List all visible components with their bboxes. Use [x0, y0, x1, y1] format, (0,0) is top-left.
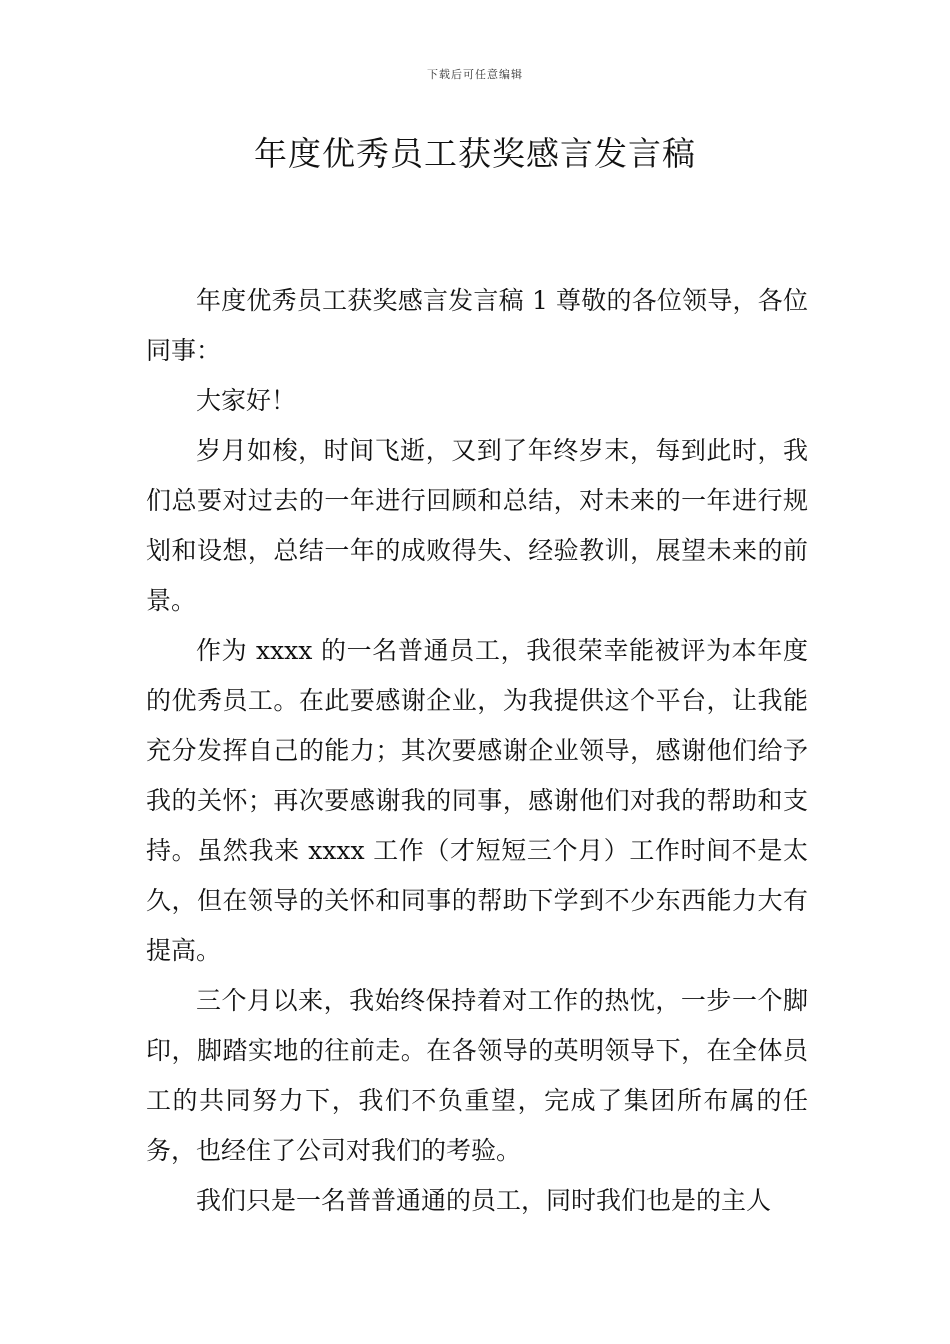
paragraph-hello: 大家好！ — [196, 386, 297, 415]
paragraph-thanks: 作为 xxxx 的一名普通员工，我很荣幸能被评为本年度的优秀员工。在此要感谢企业，为我提供这个平台，让我能充分发挥自己的能力；其次要感谢企业领导，感谢他们给予我的关怀；再次要感谢我的同事，感谢他们对我的帮助和支持。虽然我来 xxxx 工作（才短短三个月）工作时间不是太久，但在领导的关怀和同事的帮助下学到不少东西能力大有提高。 — [146, 636, 808, 965]
header-note: 下载后可任意编辑 — [427, 68, 523, 81]
paragraph-three-months: 三个月以来，我始终保持着对工作的热忱，一步一个脚印，脚踏实地的往前走。在各领导的英明领导下，在全体员工的共同努力下，我们不负重望，完成了集团所布属的任务，也经住了公司对我们的考验。 — [146, 986, 808, 1165]
page-title: 年度优秀员工获奖感言发言稿 — [254, 134, 696, 173]
paragraph-ordinary-staff: 我们只是一名普普通通的员工，同时我们也是的主人 — [196, 1186, 772, 1215]
paragraph-greeting: 年度优秀员工获奖感言发言稿 1 尊敬的各位领导，各位同事： — [146, 286, 808, 365]
document-body — [146, 276, 808, 1226]
paragraph-year-review: 岁月如梭，时间飞逝，又到了年终岁末，每到此时，我们总要对过去的一年进行回顾和总结，对未来的一年进行规划和设想，总结一年的成败得失、经验教训，展望未来的前景。 — [146, 436, 808, 615]
